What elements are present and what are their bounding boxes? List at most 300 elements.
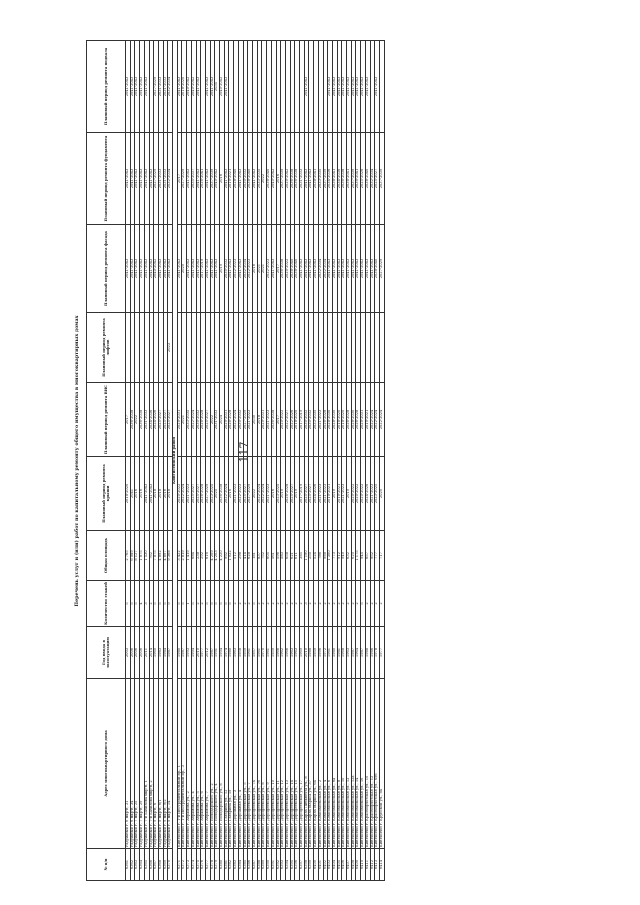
table-cell: 2041-2043 [168,225,173,313]
table-cell: 5 [215,581,220,627]
table-cell: 1 190 [304,531,309,581]
address-cell: Кингисепп г. Комсомольская ул., 12 [347,679,352,849]
table-cell: 6411 [365,849,370,881]
table-cell: 2019 [281,457,286,531]
table-cell: 524 [314,531,319,581]
table-cell: 1977 [379,627,384,679]
table-cell: 2023-2025 [210,457,215,531]
table-cell: 2040-2042 [191,41,196,133]
table-cell: 2 [318,581,323,627]
address-cell: Кингисепп г. Дорофеевская ул., 9 [267,679,272,849]
table-cell: 2041-2043 [163,225,168,313]
table-cell: 2016 [229,457,234,531]
table-cell: 1984 [163,627,168,679]
table-cell: 414 [243,531,248,581]
table-cell: 2022-2024 [257,457,262,531]
address-cell: Кингисепп г. Дорожная ул., 4 [238,679,243,849]
table-cell: 2034-2036 [328,133,333,225]
table-cell: 2031-2033 [163,133,168,225]
table-cell: 2032-2034 [168,133,173,225]
address-cell: Радужный г. 9 мкр-н, 14 [168,679,173,849]
table-cell: 2025-2027 [309,457,314,531]
table-cell: 2041-2043 [365,41,370,133]
table-cell: 605 [267,531,272,581]
table-cell: 2021-2023 [370,457,375,531]
table-cell: 9 [168,581,173,627]
table-cell: 6405 [337,849,342,881]
table-cell: 6378 [210,849,215,881]
address-cell: Кингисепп г. Карла Маркса ул., 64 [314,679,319,849]
table-cell: 2041-2043 [224,41,229,133]
table-cell: 762 [149,531,154,581]
table-cell: 1961 [248,627,253,679]
table-cell: 2 [379,581,384,627]
table-cell: 2 [290,581,295,627]
table-cell: 2041-2043 [361,41,366,133]
address-cell: Кингисепп г. Дорофеевская ул., 12 [281,679,286,849]
table-cell: 2041-2043 [300,225,305,313]
table-cell: 2011 [144,627,149,679]
table-cell: 2038-2040 [375,225,380,313]
table-cell: 2038-2041 [314,133,319,225]
table-cell: 2041-2043 [205,225,210,313]
table-cell: 2027-2029 [182,133,187,225]
table-cell: 1981 [337,627,342,679]
column-header: Год ввода в эксплуатацию [87,627,126,679]
table-cell: 2041-2043 [205,133,210,225]
table-cell: 1 530 [144,531,149,581]
table-row [379,41,384,881]
table-cell: 2021 [262,225,267,313]
table-cell: 2030-2032 [309,383,314,457]
table-cell: 2 819 [182,531,187,581]
table-cell: 611 [295,531,300,581]
table-cell: 4 203 [215,531,220,581]
table-cell: 2025-2027 [158,383,163,457]
table-cell: 2021-2023 [318,457,323,531]
table-cell: 2016 [135,457,140,531]
table-cell: 6392 [276,849,281,881]
table-cell: 2041-2043 [126,133,131,225]
table-cell: 2030-2032 [224,225,229,313]
table-cell: 4 209 [210,531,215,581]
table-cell: 6371 [177,849,182,881]
table-cell: 5 [182,581,187,627]
table-cell: 2032-2034 [370,133,375,225]
table-cell: 786 [318,531,323,581]
table-cell: 2035 [215,41,220,133]
table-cell: 6368 [158,849,163,881]
column-header: Плановый период ремонта крыши [87,457,126,531]
table-cell: 6364 [140,849,145,881]
table-cell: 6363 [135,849,140,881]
table-cell: 9 368 [168,531,173,581]
address-cell: Кингисепп г. Дорофеевская ул., 8 [262,679,267,849]
table-cell: 2025-2026 [361,133,366,225]
table-cell: 2041-2043 [130,41,135,133]
table-cell: 2041-2043 [144,133,149,225]
table-cell: 2031-2033 [163,41,168,133]
table-cell: 912 [337,531,342,581]
table-cell: 1 300 [328,531,333,581]
table-cell: 2040-2042 [154,225,159,313]
table-cell: 2032-2034 [318,225,323,313]
table-cell: 2022 [252,457,257,531]
table-cell: 181 [252,531,257,581]
table-cell: 6394 [285,849,290,881]
table-cell: 1966 [285,627,290,679]
table-cell: 4 [140,581,145,627]
address-cell: Кингисепп г. Володарского ул., 8 [220,679,225,849]
table-cell: 658 [285,531,290,581]
table-cell: 6407 [347,849,352,881]
table-cell: 2029-2031 [177,383,182,457]
table-cell: 6372 [182,849,187,881]
table-cell: 2041-2043 [158,225,163,313]
table-cell: 2037-2039 [323,133,328,225]
table-cell: 945 [361,531,366,581]
address-cell: Кингисепп г. Дорофеевская ул., 11 [276,679,281,849]
table-cell: 2038-2041 [347,133,352,225]
table-cell: 2030-2032 [238,383,243,457]
table-cell [379,313,384,383]
table-cell: 2016 [252,225,257,313]
table-cell: 2029-2031 [262,383,267,457]
table-cell: 6376 [201,849,206,881]
table-cell: 2 [328,581,333,627]
table-cell: 6414 [379,849,384,881]
table-cell: 1961 [257,627,262,679]
table-cell: 2020-2022 [281,383,286,457]
table-cell: 752 [262,531,267,581]
table-cell: 6406 [342,849,347,881]
table-cell: 777 [375,531,380,581]
table-cell: 2016 [220,133,225,225]
address-cell: Кингисепп г. Абрамова ул., 4 [191,679,196,849]
table-cell: 5 [191,581,196,627]
table-cell: 2020-2022 [285,225,290,313]
table-cell: 2041-2043 [130,225,135,313]
table-cell: 2041-2043 [210,41,215,133]
table-cell: 2012 [205,627,210,679]
table-cell: 6375 [196,849,201,881]
table-cell: 2041-2043 [140,225,145,313]
address-cell: Кингисепп г. Дорофеевская ул., 13 [285,679,290,849]
table-cell: 2022-2024 [224,457,229,531]
table-cell: 2021 [257,225,262,313]
table-cell: 2031-2033 [300,133,305,225]
table-cell: 1 875 [140,531,145,581]
table-cell: 2022-2023 [267,225,272,313]
table-cell: 1959 [243,627,248,679]
table-cell: 1969 [300,627,305,679]
table-cell: 2023 [168,313,173,383]
table-cell: 6379 [215,849,220,881]
table-cell: 2017-2019 [300,457,305,531]
table-cell: 2022-2024 [262,457,267,531]
table-cell: 2041-2043 [187,133,192,225]
table-cell: 2041-2043 [149,133,154,225]
table-cell: 1988 [365,627,370,679]
table-cell: 4 897 [163,531,168,581]
table-cell: 616 [205,531,210,581]
table-cell: 5 [210,581,215,627]
table-cell: 2019-2021 [365,383,370,457]
table-cell: 2041-2043 [337,41,342,133]
table-cell: 2030 [252,383,257,457]
table-cell: 2027-2029 [154,41,159,133]
table-cell: 6408 [351,849,356,881]
table-cell: 2033-2035 [318,133,323,225]
table-cell: 2041-2043 [144,41,149,133]
table-cell: 2038-2040 [365,133,370,225]
table-cell: 5 [224,581,229,627]
table-cell: 2024-2026 [154,383,159,457]
table-cell: 1987 [210,627,215,679]
table-cell: 1980 [332,627,337,679]
table-cell: 2006 [140,627,145,679]
table-cell: 2041-2043 [126,225,131,313]
table-cell: 2026-2028 [347,383,352,457]
table-cell: 2025-2027 [375,133,380,225]
address-cell: Радужный г. 9 мкр-н, 9/2 [163,679,168,849]
table-cell: 2024 [220,383,225,457]
address-cell: Радужный г. 7-й Бахилова мкр-н, 2 [149,679,154,849]
table-cell: 3 [304,581,309,627]
table-header-row [87,41,126,881]
table-cell: 2041-2043 [210,225,215,313]
address-cell: Кингисепп г. Дорофеевская ул., 15 [295,679,300,849]
table-cell: 2 [356,581,361,627]
column-header: № п/п [87,849,126,881]
table-cell: 1960 [154,627,159,679]
table-cell: 2041-2043 [347,225,352,313]
table-cell: 1963 [295,627,300,679]
table-cell: 2021-2023 [342,457,347,531]
table-cell: 2 [267,581,272,627]
table-cell: 949 [342,531,347,581]
table-cell: 2023-2025 [375,457,380,531]
table-cell: 1983 [158,627,163,679]
table-cell: 2026-2028 [201,457,206,531]
table-cell: 1980 [177,627,182,679]
table-cell: 2 [257,581,262,627]
table-cell: 2041-2043 [365,225,370,313]
table-cell: 621 [290,531,295,581]
table-cell: 2019 [332,457,337,531]
table-cell: 952 [370,531,375,581]
table-cell: 2 [196,581,201,627]
table-cell: 6369 [163,849,168,881]
table-cell: 2041-2043 [196,41,201,133]
table-cell: 2041-2043 [351,41,356,133]
table-cell: 2025-2027 [243,457,248,531]
table-cell: 2023-2025 [276,457,281,531]
table-cell: 2019-2021 [229,133,234,225]
table-cell: 2018 [257,383,262,457]
table-cell: 2036-2038 [290,133,295,225]
table-cell: 2041-2043 [304,225,309,313]
table-cell: 2040-2042 [220,41,225,133]
table-cell: 6386 [248,849,253,881]
table-cell: 2014 [149,627,154,679]
address-cell: Радужный г. 7 мкр-н, 25 [135,679,140,849]
address-cell: Кингисепп г. Краснофлотская ул., 69б [375,679,380,849]
address-cell: Кингисепп г. Дорофеевская ул., 7 [248,679,253,849]
table-cell: 628 [248,531,253,581]
table-cell: 1987 [182,627,187,679]
table-cell: 2018-2020 [182,41,187,133]
table-cell: 250 [309,531,314,581]
column-header: Общая площадь [87,531,126,581]
table-cell: 5 [163,581,168,627]
table-cell: 2031-2033 [144,383,149,457]
table-cell: 2038-2040 [295,225,300,313]
table-cell: 1 932 [229,531,234,581]
table-cell [379,41,384,133]
table-cell: 2032-2034 [243,225,248,313]
table-cell: 583 [281,531,286,581]
table-cell: 238 [196,531,201,581]
table-cell: 6367 [154,849,159,881]
table-cell: 2035-2037 [191,133,196,225]
table-cell: 2018-2020 [126,457,131,531]
table-cell: 2038-2040 [267,133,272,225]
table-cell: 2 [243,581,248,627]
table-cell: 2041-2043 [328,41,333,133]
table-cell: 2 [262,581,267,627]
table-cell: 6361 [126,849,131,881]
table-cell: 2 [332,581,337,627]
table-cell: 2027-2029 [248,457,253,531]
table-cell: 1958 [238,627,243,679]
address-cell: Радужный г. 7-й Бахилова мкр-н, 1 [144,679,149,849]
table-cell: 6403 [328,849,333,881]
table-cell: 6388 [257,849,262,881]
table-cell: 2017 [177,133,182,225]
table-cell: 2019 [295,457,300,531]
address-cell: Кингисепп г. Дорофеевская ул., 10 [271,679,276,849]
table-cell: 2021-2023 [234,457,239,531]
table-cell: 298 [238,531,243,581]
table-cell: 2026-2028 [356,383,361,457]
table-cell: 2016 [271,457,276,531]
address-cell: Кингисепп г. 1-й Инструментальный пр., 1 [177,679,182,849]
table-cell: 5 [220,581,225,627]
table-cell: 2041-2043 [304,133,309,225]
table-cell: 1972 [323,627,328,679]
table-cell: 2 [351,581,356,627]
table-cell: 6389 [262,849,267,881]
table-cell: 2020 [379,457,384,531]
table-body [126,41,385,881]
table-cell: 6377 [205,849,210,881]
table-cell: 1980 [229,627,234,679]
table-cell: 6374 [191,849,196,881]
column-header: Адрес многоквартирного дома [87,679,126,849]
table-cell: 2 [375,581,380,627]
table-cell: 2028-2040 [234,133,239,225]
table-cell: 2036-2038 [342,133,347,225]
table-cell: 2033-2035 [257,133,262,225]
table-cell: 1968 [342,627,347,679]
table-cell: 2016 [163,457,168,531]
table-cell: 2025-2027 [196,457,201,531]
table-cell: 2041 [130,457,135,531]
table-cell: 6393 [281,849,286,881]
table-cell: 2 [300,581,305,627]
table-cell: 2041-2043 [375,41,380,133]
table-cell: 4 220 [220,531,225,581]
table-cell: 1993 [187,627,192,679]
table-cell: 1 [187,581,192,627]
table-cell: 2038-2040 [248,133,253,225]
table-cell: 4 892 [158,531,163,581]
table-cell: 2020-2022 [361,457,366,531]
table-cell: 6381 [224,849,229,881]
column-header: Плановый период ремонта ВИС [87,383,126,457]
table-cell: 1963 [290,627,295,679]
section-title: Кингисеппский район [173,41,178,881]
table-cell: 6383 [234,849,239,881]
table-cell: 2041-2043 [191,225,196,313]
address-cell: Кингисепп г. Комсомольская ул., 12а [351,679,356,849]
table-cell: 2010 [196,627,201,679]
table-cell: 2022 [135,383,140,457]
table-cell: 6370 [168,849,173,881]
address-cell: Радужный г. 6 мкр-н, 34 [130,679,135,849]
table-cell: 2041-2043 [351,225,356,313]
table-cell: 2041-2043 [144,457,149,531]
table-cell: 2016 [276,133,281,225]
table-cell: 2 [365,581,370,627]
table-cell: 2022 [210,383,215,457]
table-cell: 385 [300,531,305,581]
table-cell: 773 [332,531,337,581]
table-cell: 2041-2043 [361,225,366,313]
table-cell: 2041-2043 [370,225,375,313]
table-cell: 2 [276,581,281,627]
table-cell: 2026-2028 [229,383,234,457]
table-cell: 2025-2027 [168,383,173,457]
table-cell: 292 [201,531,206,581]
table-cell: 2020-2022 [177,457,182,531]
table-cell: 5 [361,581,366,627]
table-cell: 1963 [234,627,239,679]
table-cell: 2022-2023 [248,225,253,313]
address-cell: Кингисепп г. Абрамова ул., 7 [205,679,210,849]
table-cell: 2041-2043 [314,225,319,313]
address-cell: Кингисепп г. Абрамова ул., 5 [196,679,201,849]
table-cell: 1970 [262,627,267,679]
address-cell: Кингисепп г. Володарского ул., 4 [215,679,220,849]
table-cell: 561 [271,531,276,581]
table-cell: 1987 [168,627,173,679]
table-cell: 2032-2034 [323,225,328,313]
table-cell: 2019 [220,225,225,313]
table-cell: 2041-2043 [309,133,314,225]
address-cell: Кингисепп г. Комсомольская ул., 4 [323,679,328,849]
table-cell: 2025-2027 [191,457,196,531]
table-cell: 2041-2043 [356,225,361,313]
table-cell: 2027-2029 [205,457,210,531]
table-cell: 2020-2022 [351,457,356,531]
table-cell: 6395 [290,849,295,881]
table-cell: 8 127 [135,531,140,581]
table-cell: 2019-2021 [337,457,342,531]
table-cell: 1966 [276,627,281,679]
table-cell: 2018 [168,457,173,531]
